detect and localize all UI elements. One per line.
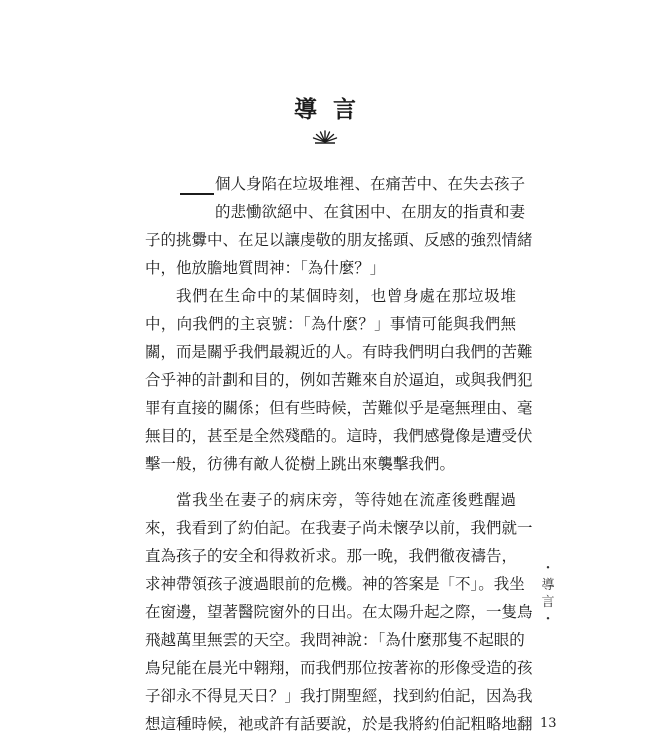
paragraph-1-line-4: 中，他放膽地質問神：「為什麼？」 <box>145 259 386 277</box>
paragraph-3-line-8: 子卻永不得見天日？」我打開聖經，找到約伯記，因為我 <box>145 687 533 705</box>
page-number: 13 <box>540 716 557 731</box>
paragraph-3-line-6: 飛越萬里無雲的天空。我問神說：「為什麼那隻不起眼的 <box>145 631 525 649</box>
paragraph-3-line-4: 求神帶領孩子渡過眼前的危機。神的答案是「不」。我坐 <box>145 575 525 593</box>
paragraph-2-line-7: 擊一般，彷彿有敵人從樹上跳出來襲擊我們。 <box>145 455 456 473</box>
paragraph-2-line-6: 無目的，甚至是全然殘酷的。這時，我們感覺像是遭受伏 <box>145 427 533 445</box>
paragraph-3-line-3: 直為孩子的安全和得救祈求。那一晚，我們徹夜禱告， <box>145 547 518 565</box>
paragraph-3-line-7: 鳥兒能在晨光中翱翔，而我們那位按著祢的形像受造的孩 <box>145 659 533 677</box>
sunburst-ornament-icon <box>312 128 338 144</box>
side-label-dot-bottom: ・ <box>541 612 555 627</box>
paragraph-3-line-5: 在窗邊，望著醫院窗外的日出。在太陽升起之際，一隻鳥 <box>145 603 533 621</box>
paragraph-2-line-2: 中，向我們的主哀號：「為什麼？」事情可能與我們無 <box>145 315 516 333</box>
paragraph-2-line-5: 罪有直接的關係；但有些時候，苦難似乎是毫無理由、毫 <box>145 399 533 417</box>
paragraph-3-line-1: 當我坐在妻子的病床旁，等待她在流產後甦醒過 <box>176 491 516 509</box>
drop-cap-rule <box>180 193 214 195</box>
paragraph-1-line-1: 個人身陷在垃圾堆裡、在痛苦中、在失去孩子 <box>215 175 526 193</box>
side-label-dot-top: ・ <box>541 561 555 576</box>
paragraph-1-line-2: 的悲慟欲絕中、在貧困中、在朋友的指責和妻 <box>215 203 526 221</box>
side-label-char-1: 導 <box>541 578 555 593</box>
paragraph-3-line-9: 想這種時候，祂或許有話要說，於是我將約伯記粗略地翻 <box>145 715 533 733</box>
paragraph-2-line-1: 我們在生命中的某個時刻，也曾身處在那垃圾堆 <box>176 287 516 305</box>
side-label-char-2: 言 <box>541 595 555 610</box>
paragraph-3-line-2: 來，我看到了約伯記。在我妻子尚未懷孕以前，我們就一 <box>145 519 533 537</box>
paragraph-1-line-3: 子的挑釁中、在足以讓虔敬的朋友搖頭、反感的強烈情緒 <box>145 231 533 249</box>
paragraph-2-line-3: 關，而是關乎我們最親近的人。有時我們明白我們的苦難 <box>145 343 533 361</box>
chapter-title: 導言 <box>294 96 372 123</box>
paragraph-2-line-4: 合乎神的計劃和目的，例如苦難來自於逼迫，或與我們犯 <box>145 371 533 389</box>
running-section-label <box>538 560 558 628</box>
